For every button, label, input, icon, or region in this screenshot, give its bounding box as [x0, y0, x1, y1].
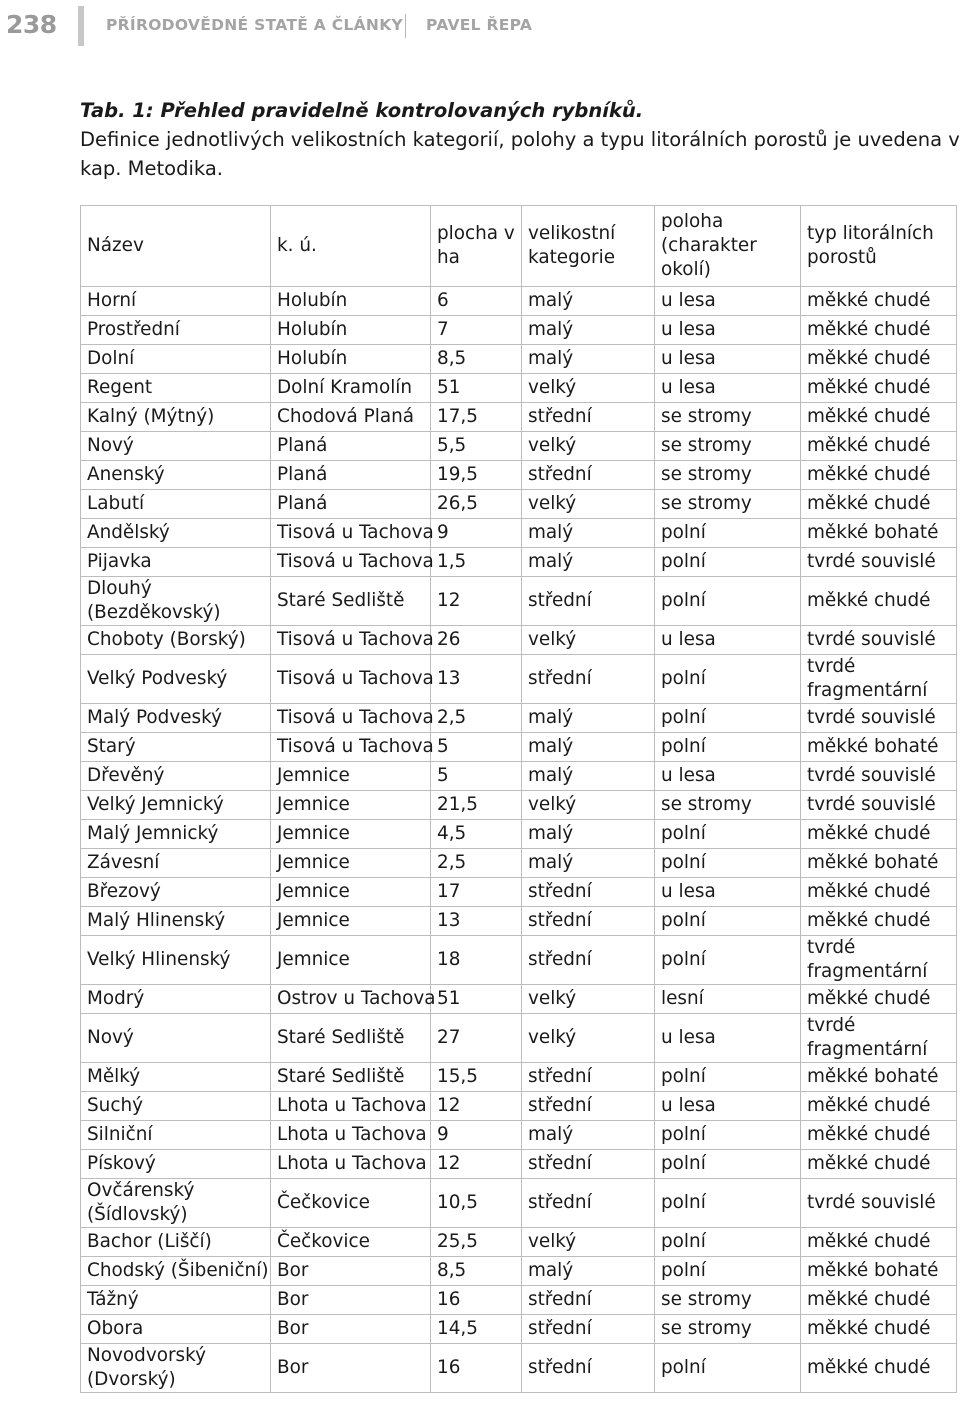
table-row — [81, 791, 957, 820]
cell-area: 7 — [431, 316, 522, 345]
header-size-category: velikostní kategorie — [522, 206, 655, 287]
table-row — [81, 1315, 957, 1344]
cell-littoral-type: měkké chudé — [801, 1092, 957, 1121]
cell-area: 51 — [431, 374, 522, 403]
cell-name: Malý Hlinenský — [81, 907, 271, 936]
cell-area: 51 — [431, 985, 522, 1014]
cell-area: 5 — [431, 733, 522, 762]
cell-name: Novodvorský (Dvorský) — [81, 1344, 271, 1393]
table-row — [81, 1257, 957, 1286]
cell-location: polní — [655, 577, 801, 626]
cell-area: 5 — [431, 762, 522, 791]
table-row — [81, 548, 957, 577]
cell-cadastre: Ostrov u Tachova — [271, 985, 431, 1014]
cell-littoral-type: měkké chudé — [801, 878, 957, 907]
cell-name: Tážný — [81, 1286, 271, 1315]
table-row — [81, 762, 957, 791]
table-row — [81, 1179, 957, 1228]
cell-size-category: velký — [522, 985, 655, 1014]
cell-cadastre: Lhota u Tachova — [271, 1121, 431, 1150]
cell-littoral-type: měkké chudé — [801, 432, 957, 461]
header-bar — [78, 6, 84, 46]
cell-cadastre: Jemnice — [271, 791, 431, 820]
cell-location: polní — [655, 704, 801, 733]
cell-littoral-type: měkké bohaté — [801, 1257, 957, 1286]
cell-size-category: malý — [522, 704, 655, 733]
cell-area: 27 — [431, 1014, 522, 1063]
cell-area: 17,5 — [431, 403, 522, 432]
cell-area: 17 — [431, 878, 522, 907]
cell-size-category: malý — [522, 548, 655, 577]
cell-area: 2,5 — [431, 849, 522, 878]
cell-cadastre: Planá — [271, 490, 431, 519]
cell-location: u lesa — [655, 374, 801, 403]
cell-location: u lesa — [655, 287, 801, 316]
cell-littoral-type: měkké chudé — [801, 316, 957, 345]
cell-cadastre: Tisová u Tachova — [271, 655, 431, 704]
table-row — [81, 1063, 957, 1092]
caption-text: Definice jednotlivých velikostních kategorií, polohy a typu litorálních porostů je uvedena v kap. Metodika. — [80, 128, 960, 180]
cell-size-category: malý — [522, 733, 655, 762]
cell-name: Chodský (Šibeniční) — [81, 1257, 271, 1286]
table-row — [81, 733, 957, 762]
cell-name: Nový — [81, 1014, 271, 1063]
cell-littoral-type: měkké chudé — [801, 287, 957, 316]
cell-name: Velký Hlinenský — [81, 936, 271, 985]
table-row — [81, 985, 957, 1014]
cell-area: 9 — [431, 1121, 522, 1150]
table-row — [81, 1286, 957, 1315]
cell-cadastre: Staré Sedliště — [271, 1014, 431, 1063]
table-row — [81, 287, 957, 316]
cell-name: Silniční — [81, 1121, 271, 1150]
cell-size-category: malý — [522, 820, 655, 849]
cell-location: polní — [655, 1063, 801, 1092]
cell-name: Velký Podveský — [81, 655, 271, 704]
cell-size-category: malý — [522, 1257, 655, 1286]
cell-area: 13 — [431, 655, 522, 704]
cell-name: Suchý — [81, 1092, 271, 1121]
cell-location: lesní — [655, 985, 801, 1014]
cell-area: 14,5 — [431, 1315, 522, 1344]
cell-area: 21,5 — [431, 791, 522, 820]
cell-littoral-type: tvrdé fragmentární — [801, 655, 957, 704]
cell-cadastre: Bor — [271, 1286, 431, 1315]
cell-area: 18 — [431, 936, 522, 985]
cell-cadastre: Čečkovice — [271, 1228, 431, 1257]
table-header-row — [81, 206, 957, 287]
cell-cadastre: Planá — [271, 461, 431, 490]
caption-title: Tab. 1: Přehled pravidelně kontrolovaných rybníků. — [80, 99, 644, 122]
header-separator — [405, 14, 406, 38]
cell-area: 9 — [431, 519, 522, 548]
cell-size-category: střední — [522, 1344, 655, 1393]
cell-area: 10,5 — [431, 1179, 522, 1228]
header-area: plocha v ha — [431, 206, 522, 287]
cell-littoral-type: tvrdé souvislé — [801, 762, 957, 791]
cell-area: 12 — [431, 1150, 522, 1179]
cell-location: u lesa — [655, 1014, 801, 1063]
cell-size-category: malý — [522, 849, 655, 878]
cell-littoral-type: tvrdé souvislé — [801, 791, 957, 820]
cell-littoral-type: měkké chudé — [801, 490, 957, 519]
cell-size-category: střední — [522, 878, 655, 907]
cell-area: 12 — [431, 1092, 522, 1121]
cell-location: polní — [655, 1344, 801, 1393]
table-row — [81, 374, 957, 403]
header-littoral-type: typ litorálních porostů — [801, 206, 957, 287]
cell-littoral-type: tvrdé souvislé — [801, 548, 957, 577]
table-row — [81, 1344, 957, 1393]
cell-location: polní — [655, 655, 801, 704]
cell-name: Andělský — [81, 519, 271, 548]
cell-name: Prostřední — [81, 316, 271, 345]
table-row — [81, 577, 957, 626]
cell-area: 15,5 — [431, 1063, 522, 1092]
cell-cadastre: Jemnice — [271, 878, 431, 907]
table-caption — [80, 96, 960, 183]
cell-name: Malý Jemnický — [81, 820, 271, 849]
table-row — [81, 1014, 957, 1063]
table-body — [81, 287, 957, 1393]
cell-area: 1,5 — [431, 548, 522, 577]
cell-littoral-type: měkké chudé — [801, 577, 957, 626]
cell-location: se stromy — [655, 432, 801, 461]
cell-size-category: velký — [522, 374, 655, 403]
cell-name: Kalný (Mýtný) — [81, 403, 271, 432]
table-row — [81, 626, 957, 655]
cell-name: Velký Jemnický — [81, 791, 271, 820]
cell-cadastre: Lhota u Tachova — [271, 1092, 431, 1121]
cell-location: polní — [655, 849, 801, 878]
cell-size-category: velký — [522, 791, 655, 820]
cell-size-category: střední — [522, 1179, 655, 1228]
cell-cadastre: Tisová u Tachova — [271, 704, 431, 733]
cell-size-category: střední — [522, 1063, 655, 1092]
cell-location: se stromy — [655, 791, 801, 820]
cell-location: se stromy — [655, 403, 801, 432]
cell-cadastre: Jemnice — [271, 820, 431, 849]
cell-littoral-type: tvrdé souvislé — [801, 626, 957, 655]
table-row — [81, 1092, 957, 1121]
cell-littoral-type: měkké chudé — [801, 907, 957, 936]
cell-location: u lesa — [655, 1092, 801, 1121]
cell-location: se stromy — [655, 461, 801, 490]
header-name: Název — [81, 206, 271, 287]
cell-size-category: střední — [522, 403, 655, 432]
table-row — [81, 316, 957, 345]
cell-size-category: střední — [522, 1150, 655, 1179]
table-row — [81, 849, 957, 878]
cell-littoral-type: měkké chudé — [801, 1121, 957, 1150]
cell-size-category: střední — [522, 577, 655, 626]
cell-size-category: velký — [522, 432, 655, 461]
cell-size-category: malý — [522, 287, 655, 316]
table-row — [81, 1150, 957, 1179]
cell-name: Dřevěný — [81, 762, 271, 791]
cell-size-category: malý — [522, 345, 655, 374]
table-row — [81, 1121, 957, 1150]
table-row — [81, 655, 957, 704]
cell-size-category: malý — [522, 519, 655, 548]
cell-cadastre: Holubín — [271, 287, 431, 316]
cell-cadastre: Lhota u Tachova — [271, 1150, 431, 1179]
cell-area: 16 — [431, 1344, 522, 1393]
cell-size-category: střední — [522, 1092, 655, 1121]
table-row — [81, 936, 957, 985]
table-row — [81, 461, 957, 490]
cell-location: u lesa — [655, 345, 801, 374]
cell-name: Anenský — [81, 461, 271, 490]
cell-size-category: velký — [522, 490, 655, 519]
cell-area: 6 — [431, 287, 522, 316]
page-number: 238 — [6, 10, 57, 39]
cell-name: Malý Podveský — [81, 704, 271, 733]
table-row — [81, 820, 957, 849]
cell-location: se stromy — [655, 1315, 801, 1344]
cell-area: 19,5 — [431, 461, 522, 490]
section-title: PŘÍRODOVĚDNÉ STATĚ A ČLÁNKY — [106, 16, 404, 34]
cell-location: polní — [655, 1257, 801, 1286]
cell-location: se stromy — [655, 1286, 801, 1315]
cell-location: polní — [655, 907, 801, 936]
cell-cadastre: Dolní Kramolín — [271, 374, 431, 403]
table-row — [81, 907, 957, 936]
cell-name: Dolní — [81, 345, 271, 374]
cell-size-category: střední — [522, 907, 655, 936]
cell-area: 8,5 — [431, 1257, 522, 1286]
table-row — [81, 432, 957, 461]
table-row — [81, 519, 957, 548]
table-row — [81, 1228, 957, 1257]
cell-cadastre: Jemnice — [271, 907, 431, 936]
cell-name: Pijavka — [81, 548, 271, 577]
cell-location: polní — [655, 936, 801, 985]
cell-cadastre: Jemnice — [271, 762, 431, 791]
cell-cadastre: Staré Sedliště — [271, 577, 431, 626]
cell-location: u lesa — [655, 626, 801, 655]
cell-area: 12 — [431, 577, 522, 626]
cell-littoral-type: tvrdé fragmentární — [801, 936, 957, 985]
cell-littoral-type: měkké chudé — [801, 985, 957, 1014]
cell-location: polní — [655, 1121, 801, 1150]
cell-location: se stromy — [655, 490, 801, 519]
header-location: poloha (charakter okolí) — [655, 206, 801, 287]
cell-littoral-type: měkké chudé — [801, 374, 957, 403]
cell-name: Ovčárenský (Šídlovský) — [81, 1179, 271, 1228]
cell-littoral-type: měkké chudé — [801, 1228, 957, 1257]
cell-cadastre: Planá — [271, 432, 431, 461]
cell-location: polní — [655, 548, 801, 577]
cell-cadastre: Holubín — [271, 345, 431, 374]
table-row — [81, 878, 957, 907]
cell-littoral-type: měkké chudé — [801, 1344, 957, 1393]
cell-cadastre: Čečkovice — [271, 1179, 431, 1228]
cell-location: u lesa — [655, 878, 801, 907]
cell-location: polní — [655, 820, 801, 849]
cell-area: 4,5 — [431, 820, 522, 849]
cell-littoral-type: tvrdé fragmentární — [801, 1014, 957, 1063]
cell-area: 26,5 — [431, 490, 522, 519]
cell-size-category: střední — [522, 461, 655, 490]
cell-size-category: malý — [522, 762, 655, 791]
cell-name: Mělký — [81, 1063, 271, 1092]
table-row — [81, 704, 957, 733]
cell-size-category: velký — [522, 626, 655, 655]
page-header — [0, 0, 960, 56]
cell-size-category: malý — [522, 316, 655, 345]
cell-area: 26 — [431, 626, 522, 655]
cell-name: Modrý — [81, 985, 271, 1014]
cell-size-category: velký — [522, 1228, 655, 1257]
cell-location: u lesa — [655, 316, 801, 345]
cell-size-category: střední — [522, 936, 655, 985]
cell-name: Dlouhý (Bezděkovský) — [81, 577, 271, 626]
cell-littoral-type: tvrdé souvislé — [801, 704, 957, 733]
cell-size-category: velký — [522, 1014, 655, 1063]
cell-littoral-type: měkké chudé — [801, 820, 957, 849]
cell-littoral-type: tvrdé souvislé — [801, 1179, 957, 1228]
cell-littoral-type: měkké chudé — [801, 345, 957, 374]
cell-location: polní — [655, 1228, 801, 1257]
cell-name: Obora — [81, 1315, 271, 1344]
cell-littoral-type: měkké bohaté — [801, 733, 957, 762]
cell-size-category: střední — [522, 1286, 655, 1315]
cell-location: polní — [655, 733, 801, 762]
cell-cadastre: Tisová u Tachova — [271, 548, 431, 577]
cell-cadastre: Bor — [271, 1257, 431, 1286]
cell-size-category: střední — [522, 1315, 655, 1344]
cell-area: 5,5 — [431, 432, 522, 461]
author-name: PAVEL ŘEPA — [426, 16, 533, 34]
cell-cadastre: Staré Sedliště — [271, 1063, 431, 1092]
cell-area: 25,5 — [431, 1228, 522, 1257]
cell-littoral-type: měkké chudé — [801, 403, 957, 432]
cell-name: Horní — [81, 287, 271, 316]
cell-size-category: střední — [522, 655, 655, 704]
cell-name: Labutí — [81, 490, 271, 519]
cell-cadastre: Tisová u Tachova — [271, 519, 431, 548]
cell-littoral-type: měkké bohaté — [801, 1063, 957, 1092]
cell-name: Závesní — [81, 849, 271, 878]
table-row — [81, 403, 957, 432]
cell-littoral-type: měkké bohaté — [801, 849, 957, 878]
cell-name: Regent — [81, 374, 271, 403]
cell-location: u lesa — [655, 762, 801, 791]
cell-area: 8,5 — [431, 345, 522, 374]
cell-location: polní — [655, 1150, 801, 1179]
cell-cadastre: Tisová u Tachova — [271, 733, 431, 762]
cell-littoral-type: měkké chudé — [801, 461, 957, 490]
ponds-table — [80, 205, 957, 1393]
table-row — [81, 345, 957, 374]
table-row — [81, 490, 957, 519]
cell-littoral-type: měkké chudé — [801, 1150, 957, 1179]
cell-area: 13 — [431, 907, 522, 936]
cell-name: Nový — [81, 432, 271, 461]
cell-name: Choboty (Borský) — [81, 626, 271, 655]
cell-cadastre: Jemnice — [271, 936, 431, 985]
cell-cadastre: Chodová Planá — [271, 403, 431, 432]
header-cadastre: k. ú. — [271, 206, 431, 287]
cell-location: polní — [655, 519, 801, 548]
cell-littoral-type: měkké chudé — [801, 1315, 957, 1344]
cell-area: 2,5 — [431, 704, 522, 733]
cell-cadastre: Tisová u Tachova — [271, 626, 431, 655]
cell-name: Březový — [81, 878, 271, 907]
cell-name: Starý — [81, 733, 271, 762]
cell-littoral-type: měkké chudé — [801, 1286, 957, 1315]
cell-cadastre: Bor — [271, 1315, 431, 1344]
cell-size-category: malý — [522, 1121, 655, 1150]
cell-cadastre: Bor — [271, 1344, 431, 1393]
cell-area: 16 — [431, 1286, 522, 1315]
cell-cadastre: Holubín — [271, 316, 431, 345]
cell-cadastre: Jemnice — [271, 849, 431, 878]
cell-name: Bachor (Liščí) — [81, 1228, 271, 1257]
cell-location: polní — [655, 1179, 801, 1228]
cell-littoral-type: měkké bohaté — [801, 519, 957, 548]
cell-name: Pískový — [81, 1150, 271, 1179]
